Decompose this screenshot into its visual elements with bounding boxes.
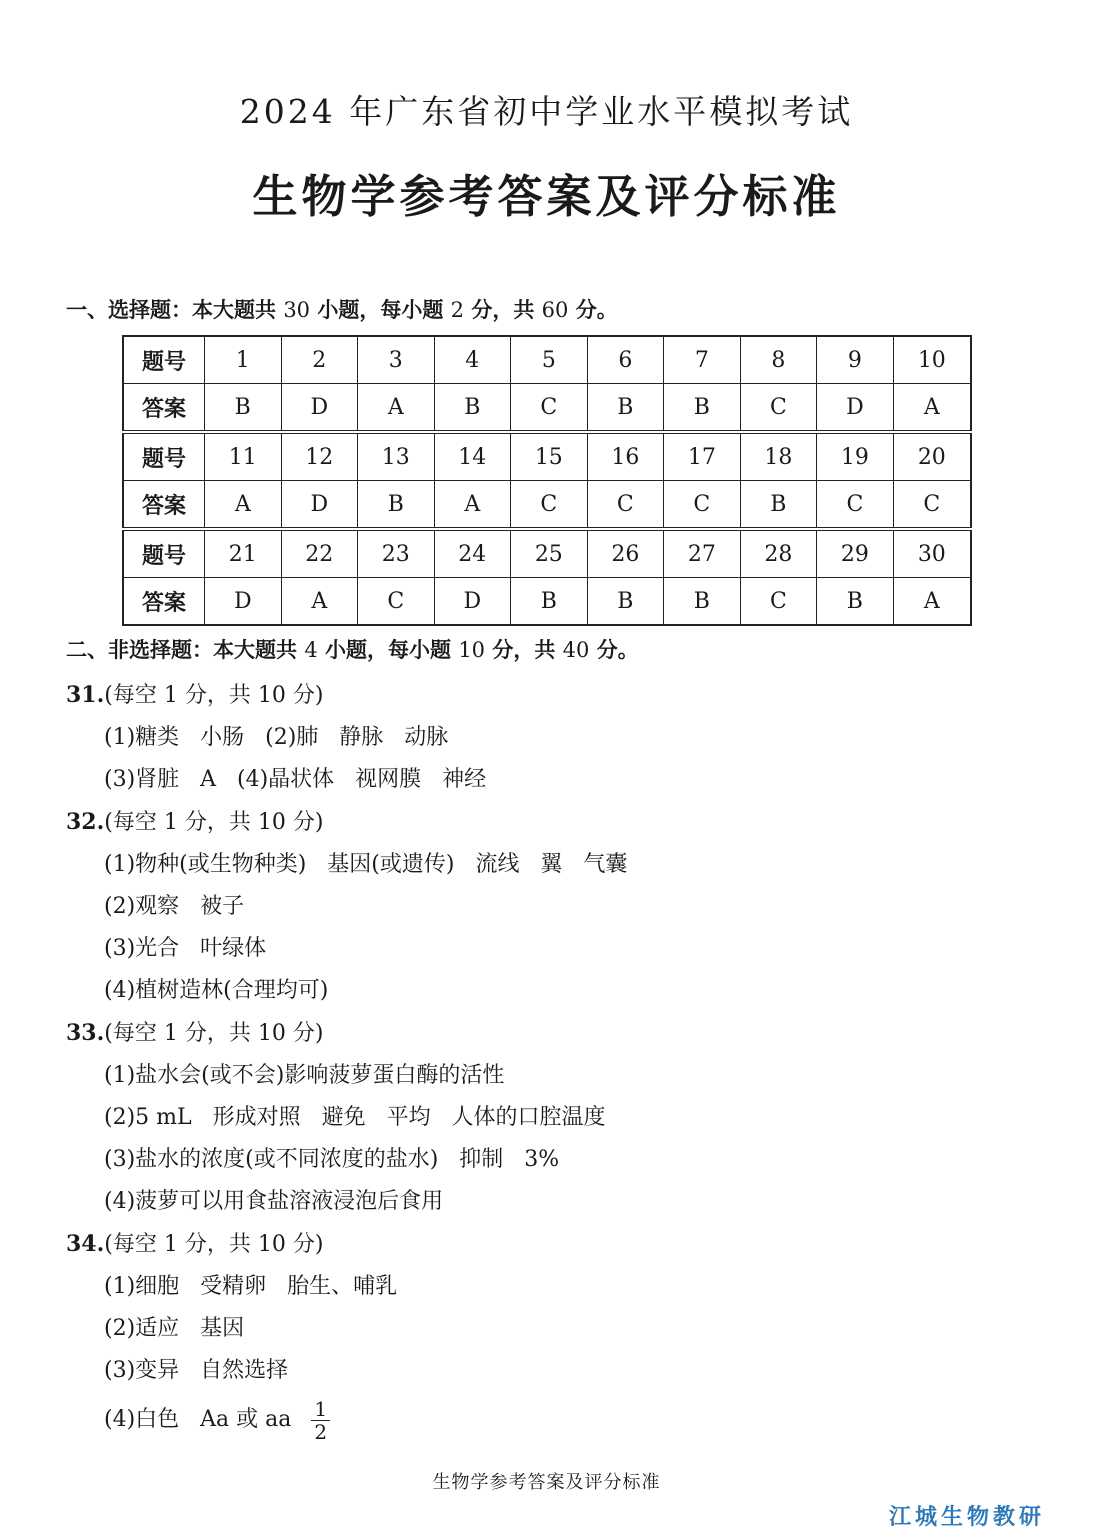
question-number-cell: 16 [587, 432, 664, 481]
question-number-cell: 11 [205, 432, 282, 481]
question-number-cell: 4 [434, 336, 511, 384]
question-number-cell: 1 [205, 336, 282, 384]
fraction-denominator: 2 [314, 1419, 328, 1444]
question-number-cell: 9 [817, 336, 894, 384]
section2-heading-text-b: 小题，每小题 [317, 638, 459, 662]
question-number-cell: 27 [664, 529, 741, 578]
answer-line: (2)观察 被子 [104, 894, 245, 919]
question-number-cell: 21 [205, 529, 282, 578]
question-note: (每空 1 分，共 10 分) [104, 1232, 324, 1257]
row-label-answer: 答案 [123, 578, 205, 626]
answer-cell: A [893, 578, 971, 626]
answer-cell: B [358, 481, 435, 530]
question-number-cell: 5 [511, 336, 588, 384]
section2-count: 4 [304, 638, 318, 662]
question-32-header [66, 801, 1026, 844]
answer-line: (3)变异 自然选择 [104, 1358, 289, 1383]
answer-cell: C [587, 481, 664, 530]
answer-cell: A [893, 384, 971, 433]
table-row-answers [123, 481, 971, 530]
answer-cell: B [587, 384, 664, 433]
table-row-numbers [123, 529, 971, 578]
question-31-header [66, 674, 1026, 717]
section1-heading [66, 294, 618, 324]
answer-cell: C [664, 481, 741, 530]
question-number-cell: 24 [434, 529, 511, 578]
answer-cell: D [817, 384, 894, 433]
question-number-cell: 22 [281, 529, 358, 578]
fraction [311, 1398, 330, 1443]
question-number-cell: 2 [281, 336, 358, 384]
section1-each: 2 [450, 298, 465, 322]
answer-cell: C [358, 578, 435, 626]
question-number-cell: 29 [817, 529, 894, 578]
question-number-cell: 28 [740, 529, 817, 578]
question-note: (每空 1 分，共 10 分) [104, 810, 324, 835]
answer-cell: A [434, 481, 511, 530]
answer-cell: B [205, 384, 282, 433]
question-note: (每空 1 分，共 10 分) [104, 1021, 324, 1046]
question-number-cell: 26 [587, 529, 664, 578]
answer-line-text: (4)白色 Aa 或 aa [104, 1407, 292, 1432]
answer-cell: D [281, 481, 358, 530]
question-number-cell: 6 [587, 336, 664, 384]
answer-cell: C [817, 481, 894, 530]
question-number-cell: 12 [281, 432, 358, 481]
question-34-header [66, 1223, 1026, 1266]
answer-line: (3)肾脏 A (4)晶状体 视网膜 神经 [104, 767, 487, 792]
question-number-cell: 18 [740, 432, 817, 481]
row-label-number: 题号 [123, 432, 205, 481]
question-number-cell: 20 [893, 432, 971, 481]
question-number-cell: 3 [358, 336, 435, 384]
section2-heading [66, 634, 639, 664]
answer-line-with-fraction [66, 1392, 1026, 1448]
section2-heading-text-a: 二、非选择题：本大题共 [66, 638, 305, 662]
section2-each: 10 [458, 638, 486, 662]
question-number: 34. [66, 1231, 105, 1257]
page-footer: 生物学参考答案及评分标准 [432, 1472, 661, 1493]
answer-line: (3)盐水的浓度(或不同浓度的盐水) 抑制 3% [104, 1147, 560, 1172]
page-title: 生物学参考答案及评分标准 [252, 170, 841, 223]
table-row-numbers [123, 432, 971, 481]
question-number-cell: 17 [664, 432, 741, 481]
answer-cell: C [511, 481, 588, 530]
question-note: (每空 1 分，共 10 分) [104, 683, 324, 708]
question-number-cell: 15 [511, 432, 588, 481]
answer-line: (4)植树造林(合理均可) [104, 978, 329, 1003]
watermark: 江城生物教研 [888, 1505, 1045, 1530]
section1-heading-text-d: 分。 [568, 298, 618, 322]
row-label-answer: 答案 [123, 481, 205, 530]
row-label-number: 题号 [123, 336, 205, 384]
answer-cell: C [893, 481, 971, 530]
section2-heading-text-c: 分，共 [485, 638, 563, 662]
answer-list [66, 674, 1026, 1448]
question-number: 31. [66, 682, 105, 708]
answer-cell: B [817, 578, 894, 626]
answer-line: (3)光合 叶绿体 [104, 936, 267, 961]
answer-line: (1)细胞 受精卵 胎生、哺乳 [104, 1274, 398, 1299]
answer-cell: C [511, 384, 588, 433]
answer-line: (1)盐水会(或不会)影响菠萝蛋白酶的活性 [104, 1063, 505, 1088]
table-row-answers [123, 578, 971, 626]
row-label-number: 题号 [123, 529, 205, 578]
section1-total: 60 [541, 298, 569, 322]
question-number-cell: 10 [893, 336, 971, 384]
table-row-numbers [123, 336, 971, 384]
question-number-cell: 13 [358, 432, 435, 481]
answer-line: (2)5 mL 形成对照 避免 平均 人体的口腔温度 [104, 1105, 606, 1130]
section1-heading-text-a: 一、选择题：本大题共 [66, 298, 284, 322]
answer-cell: B [587, 578, 664, 626]
answer-line: (1)物种(或生物种类) 基因(或遗传) 流线 翼 气囊 [104, 852, 628, 877]
question-number-cell: 23 [358, 529, 435, 578]
answer-cell: C [740, 578, 817, 626]
section1-count: 30 [283, 298, 311, 322]
answer-cell: B [740, 481, 817, 530]
section1-heading-text-c: 分，共 [464, 298, 542, 322]
question-33-header [66, 1012, 1026, 1055]
fraction-numerator: 1 [311, 1398, 330, 1421]
row-label-answer: 答案 [123, 384, 205, 433]
question-number-cell: 30 [893, 529, 971, 578]
section2-heading-text-d: 分。 [589, 638, 639, 662]
exam-subtitle: 2024 年广东省初中学业水平模拟考试 [239, 92, 854, 131]
answer-cell: B [664, 384, 741, 433]
question-number-cell: 19 [817, 432, 894, 481]
table-row-answers [123, 384, 971, 433]
answer-cell: B [664, 578, 741, 626]
answer-cell: B [434, 384, 511, 433]
question-number-cell: 25 [511, 529, 588, 578]
answer-cell: D [281, 384, 358, 433]
section1-heading-text-b: 小题，每小题 [310, 298, 451, 322]
question-number-cell: 14 [434, 432, 511, 481]
answer-cell: A [358, 384, 435, 433]
answer-line: (1)糖类 小肠 (2)肺 静脉 动脉 [104, 725, 449, 750]
section2-total: 40 [562, 638, 590, 662]
answer-cell: D [434, 578, 511, 626]
answer-cell: A [205, 481, 282, 530]
answer-line: (4)菠萝可以用食盐溶液浸泡后食用 [104, 1189, 444, 1214]
answer-cell: C [740, 384, 817, 433]
question-number-cell: 7 [664, 336, 741, 384]
answer-cell: A [281, 578, 358, 626]
question-number: 33. [66, 1020, 105, 1046]
question-number: 32. [66, 809, 105, 835]
answer-table [122, 335, 972, 626]
answer-line: (2)适应 基因 [104, 1316, 245, 1341]
answer-cell: D [205, 578, 282, 626]
question-number-cell: 8 [740, 336, 817, 384]
answer-cell: B [511, 578, 588, 626]
